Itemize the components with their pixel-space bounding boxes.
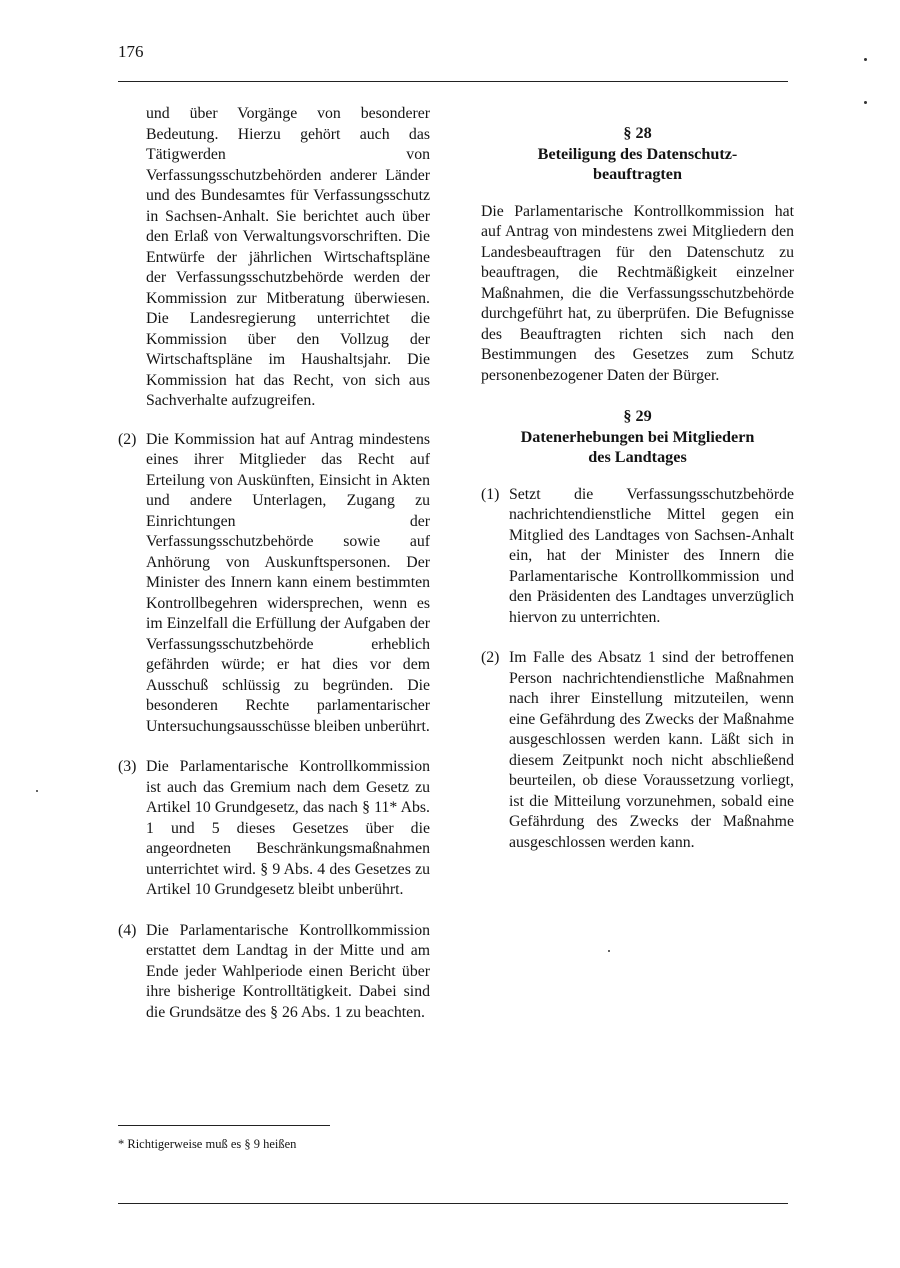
paragraph-text: Im Falle des Absatz 1 sind der betroffenen Person nachrichtendienstliche Maßnahmen nach ihrer Einstellung mitzuteilen, wenn eine Gefährdung des Zwecks der Maßnahme ausgeschlossen werden kann. Läßt sich in diesem Zeitpunkt noch nicht abschließend beurteilen, ob diese Voraussetzung vorliegt, ist die Mitteilung vorzunehmen, sobald eine Gefährdung des Zwecks der Maßnahme ausgeschlossen werden kann. (509, 649, 794, 851)
section-heading-29 (481, 406, 794, 468)
footnote-rule (118, 1125, 330, 1126)
continued-paragraph: und über Vorgänge von besonderer Bedeutung. Hierzu gehört auch das Tätigwerden von Verfassungsschutzbehörden anderer Länder und des Bundesamtes für Verfassungsschutz in Sachsen-Anhalt. Sie berichtet auch über den Erlaß von Verwaltungsvorschriften. Die Entwürfe der jährlichen Wirtschaftspläne der Verfassungsschutzbehörde werden der Kommission zur Mitberatung überwiesen. Die Landesregierung unterrichtet die Kommission über den Vollzug der Wirtschaftspläne im Haushaltsjahr. Die Kommission hat das Recht, von sich aus Sachverhalte aufzugreifen. (146, 105, 430, 409)
section-title-line: beauftragten (592, 165, 682, 183)
left-column (118, 104, 430, 1043)
section-heading-28 (481, 123, 794, 185)
section-28-body: Die Parlamentarische Kontrollkommission hat auf Antrag von mindestens zwei Mitgliedern den Landesbeauftragen für den Datenschutz zu beauftragen, die Rechtmäßigkeit einzelner Maßnahmen, die die Verfassungsschutzbehörde durchgeführt hat, zu überprüfen. Die Befugnisse des Beauftragten richten sich nach den Bestimmungen des Gesetzes zum Schutz personenbezogener Daten der Bürger. (481, 202, 794, 384)
section-29-paragraph-2 (481, 648, 794, 853)
scan-speck (608, 950, 610, 952)
paragraph-3 (118, 757, 430, 901)
paragraph-text: Die Kommission hat auf Antrag mindestens eines ihrer Mitglieder das Recht auf Erteilung von Auskünften, Einsicht in Akten und andere Unterlagen, Zugang zu Einrichtungen der Verfassungsschutzbehörde sowie auf Anhörung von Auskunftspersonen. Der Minister des Innern kann einem bestimmten Kontrollbegehren widersprechen, wenn es im Einzelfall die Erfüllung der Aufgaben der Verfassungsschutzbehörde erheblich gefährden würde; er hat dies vor dem Ausschuß schlüssig zu begründen. Die besonderen Rechte parlamentarischer Untersuchungsausschüsse bleiben unberührt. (146, 430, 430, 735)
scan-speck (864, 58, 867, 61)
paragraph-number: (4) (118, 921, 137, 939)
section-number: § 29 (623, 407, 652, 425)
right-column (481, 123, 794, 873)
scan-speck (864, 101, 867, 104)
footnote: * Richtigerweise muß es § 9 heißen (118, 1137, 297, 1151)
section-number: § 28 (623, 124, 652, 142)
scan-speck (36, 790, 38, 792)
paragraph-text: Die Parlamentarische Kontrollkommission erstattet dem Landtag in der Mitte und am Ende jeder Wahlperiode einen Bericht über ihre bisherige Kontrolltätigkeit. Dabei sind die Grundsätze des § 26 Abs. 1 zu beachten. (146, 921, 430, 1021)
footer-rule (118, 1203, 788, 1204)
section-title-line: des Landtages (588, 448, 687, 466)
section-title-line: Beteiligung des Datenschutz- (537, 144, 738, 163)
paragraph-number: (1) (481, 485, 500, 503)
paragraph-number: (3) (118, 758, 137, 775)
paragraph-number: (2) (118, 430, 137, 448)
paragraph-number: (2) (481, 649, 500, 666)
section-29-paragraph-1 (481, 485, 794, 629)
paragraph-2 (118, 430, 430, 738)
paragraph-text: Setzt die Verfassungsschutzbehörde nachrichtendienstliche Mittel gegen ein Mitglied des Landtages von Sachsen-Anhalt ein, hat der Minister des Innern die Parlamentarische Kontrollkommission und den Präsidenten des Landtages unverzüglich hiervon zu unterrichten. (509, 485, 794, 626)
section-title-line: Datenerhebungen bei Mitgliedern (520, 427, 755, 446)
paragraph-4 (118, 921, 430, 1024)
paragraph-text: Die Parlamentarische Kontrollkommission ist auch das Gremium nach dem Gesetz zu Artikel 10 Grundgesetz, das nach § 11* Abs. 1 und 5 dieses Gesetzes über die angeordneten Beschränkungsmaßnahmen unterrichtet wird. § 9 Abs. 4 des Gesetzes zu Artikel 10 Grundgesetz bleibt unberührt. (146, 758, 430, 898)
page-number: 176 (118, 42, 144, 61)
header-rule (118, 81, 788, 82)
